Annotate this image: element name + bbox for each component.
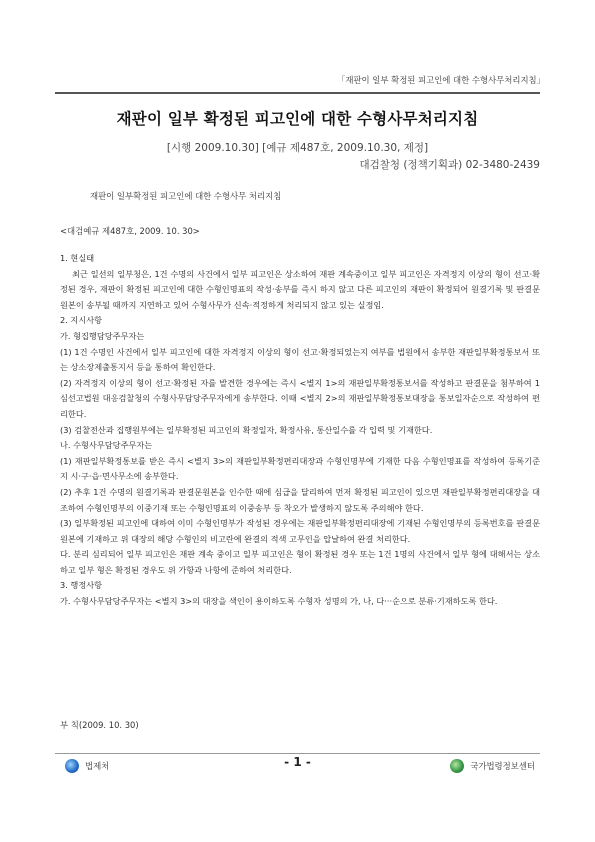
header-tag: 「재판이 일부 확정된 피고인에 대한 수형사무처리지침」 xyxy=(336,75,545,85)
effective-date-meta: [시행 2009.10.30] [예규 제487호, 2009.10.30, 제정] xyxy=(166,142,429,154)
body-paragraph: (3) 일부확정된 피고인에 대하여 이미 수형인명부가 작성된 경우에는 재판일부확정편리대장에 기재된 수형인명부의 등록번호를 판결문 원본에 기재하고 위 대장의 해당 수형인의 비고란에 완결의 적색 고무인을 압날하여 완결 처리한다. xyxy=(60,518,540,544)
national-law-center-logo-icon xyxy=(450,759,464,773)
order-number: <대검예규 제487호, 2009. 10. 30> xyxy=(60,226,200,236)
footer-divider xyxy=(55,753,540,754)
header-divider xyxy=(55,92,540,94)
body-paragraph: (1) 재판일부확정통보를 받은 즉시 <별지 3>의 재판일부확정편리대장과 수형인명부에 기재한 다음 수형인명표를 작성하여 등록기준지 시·구·읍·면사무소에 송부한다. xyxy=(60,455,540,482)
body-paragraph: (2) 자격정지 이상의 형이 선고·확정된 자를 발견한 경우에는 즉시 <별지 1>의 재판일부확정통보서를 작성하고 판결문을 첨부하여 1심선고법원 대응검찰청의 수형사무담당주무자에게 송부한다. 이때 <별지 2>의 재판일부확정통보대장을 통보일자순으로 작성하여 편리한다. xyxy=(60,377,540,419)
section-heading: 3. 행정사항 xyxy=(60,580,103,591)
body-paragraph: (3) 검찰전산과 집행원부에는 일부확정된 피고인의 확정일자, 확정사유, 통산일수를 각 입력 및 기재한다. xyxy=(60,424,433,435)
page-number: - 1 - xyxy=(284,755,311,769)
body-paragraph: 다. 분리 심리되어 일부 피고인은 재판 계속 중이고 일부 피고인은 형이 확정된 경우 또는 1건 1명의 사건에서 일부 형에 대해서는 상소하고 일부 형은 확정된 경우도 위 가항과 나항에 준하여 처리한다. xyxy=(60,549,540,575)
page-title: 재판이 일부 확정된 피고인에 대한 수형사무처리지침 xyxy=(116,110,479,128)
body-paragraph: 가. 수형사무담당주무자는 <별지 3>의 대장을 색인이 용이하도록 수형자 성명의 가, 나, 다···순으로 분류·기재하도록 한다. xyxy=(60,596,498,607)
body-paragraph: (2) 추후 1건 수명의 원결기록과 판결문원본을 인수한 때에 심급을 달리하여 먼저 확정된 피고인이 있으면 재판일부확정편리대장을 대조하여 수형인명부의 이중기재 또는 수형인명표의 이중송부 등 착오가 발생하지 않도록 주의해야 한다. xyxy=(60,486,540,513)
subsection-heading: 가. 형집행담당주무자는 xyxy=(60,330,145,341)
department-contact: 대검찰청 (정책기획과) 02-3480-2439 xyxy=(359,159,540,171)
footer-right xyxy=(450,759,535,773)
section-heading: 2. 지시사항 xyxy=(60,315,103,326)
supplementary-provisions: 부 칙(2009. 10. 30) xyxy=(60,720,139,730)
footer-left-label: 법제처 xyxy=(85,761,110,771)
body-paragraph: (1) 1건 수명인 사건에서 일부 피고인에 대한 자격정지 이상의 형이 선고·확정되었는지 여부를 법원에서 송부한 재판일부확정통보서 또는 상소장제출통지서 등을 통하여 확인한다. xyxy=(60,346,540,373)
document-body xyxy=(60,251,540,610)
section-heading: 1. 현실태 xyxy=(60,253,95,263)
subsection-heading: 나. 수형사무담당주무자는 xyxy=(60,440,153,451)
footer-right-label: 국가법령정보센터 xyxy=(470,761,535,771)
body-paragraph: 최근 일선의 일부청은, 1건 수명의 사건에서 일부 피고인은 상소하여 재판 계속중이고 일부 피고인은 자격정지 이상의 형이 선고·확정된 경우, 재판이 확정된 피고인에 대한 수형인명표의 작성·송부를 즉시 하지 않고 다른 피고인의 재판이 확정되어 원결기록 및 판결문원본이 송부될 때까지 지연하고 있어 수형사무가 신속·적정하게 처리되지 않고 있는 실정임. xyxy=(60,268,540,310)
document-name: 재판이 일부확정된 피고인에 대한 수형사무 처리지침 xyxy=(90,191,282,201)
